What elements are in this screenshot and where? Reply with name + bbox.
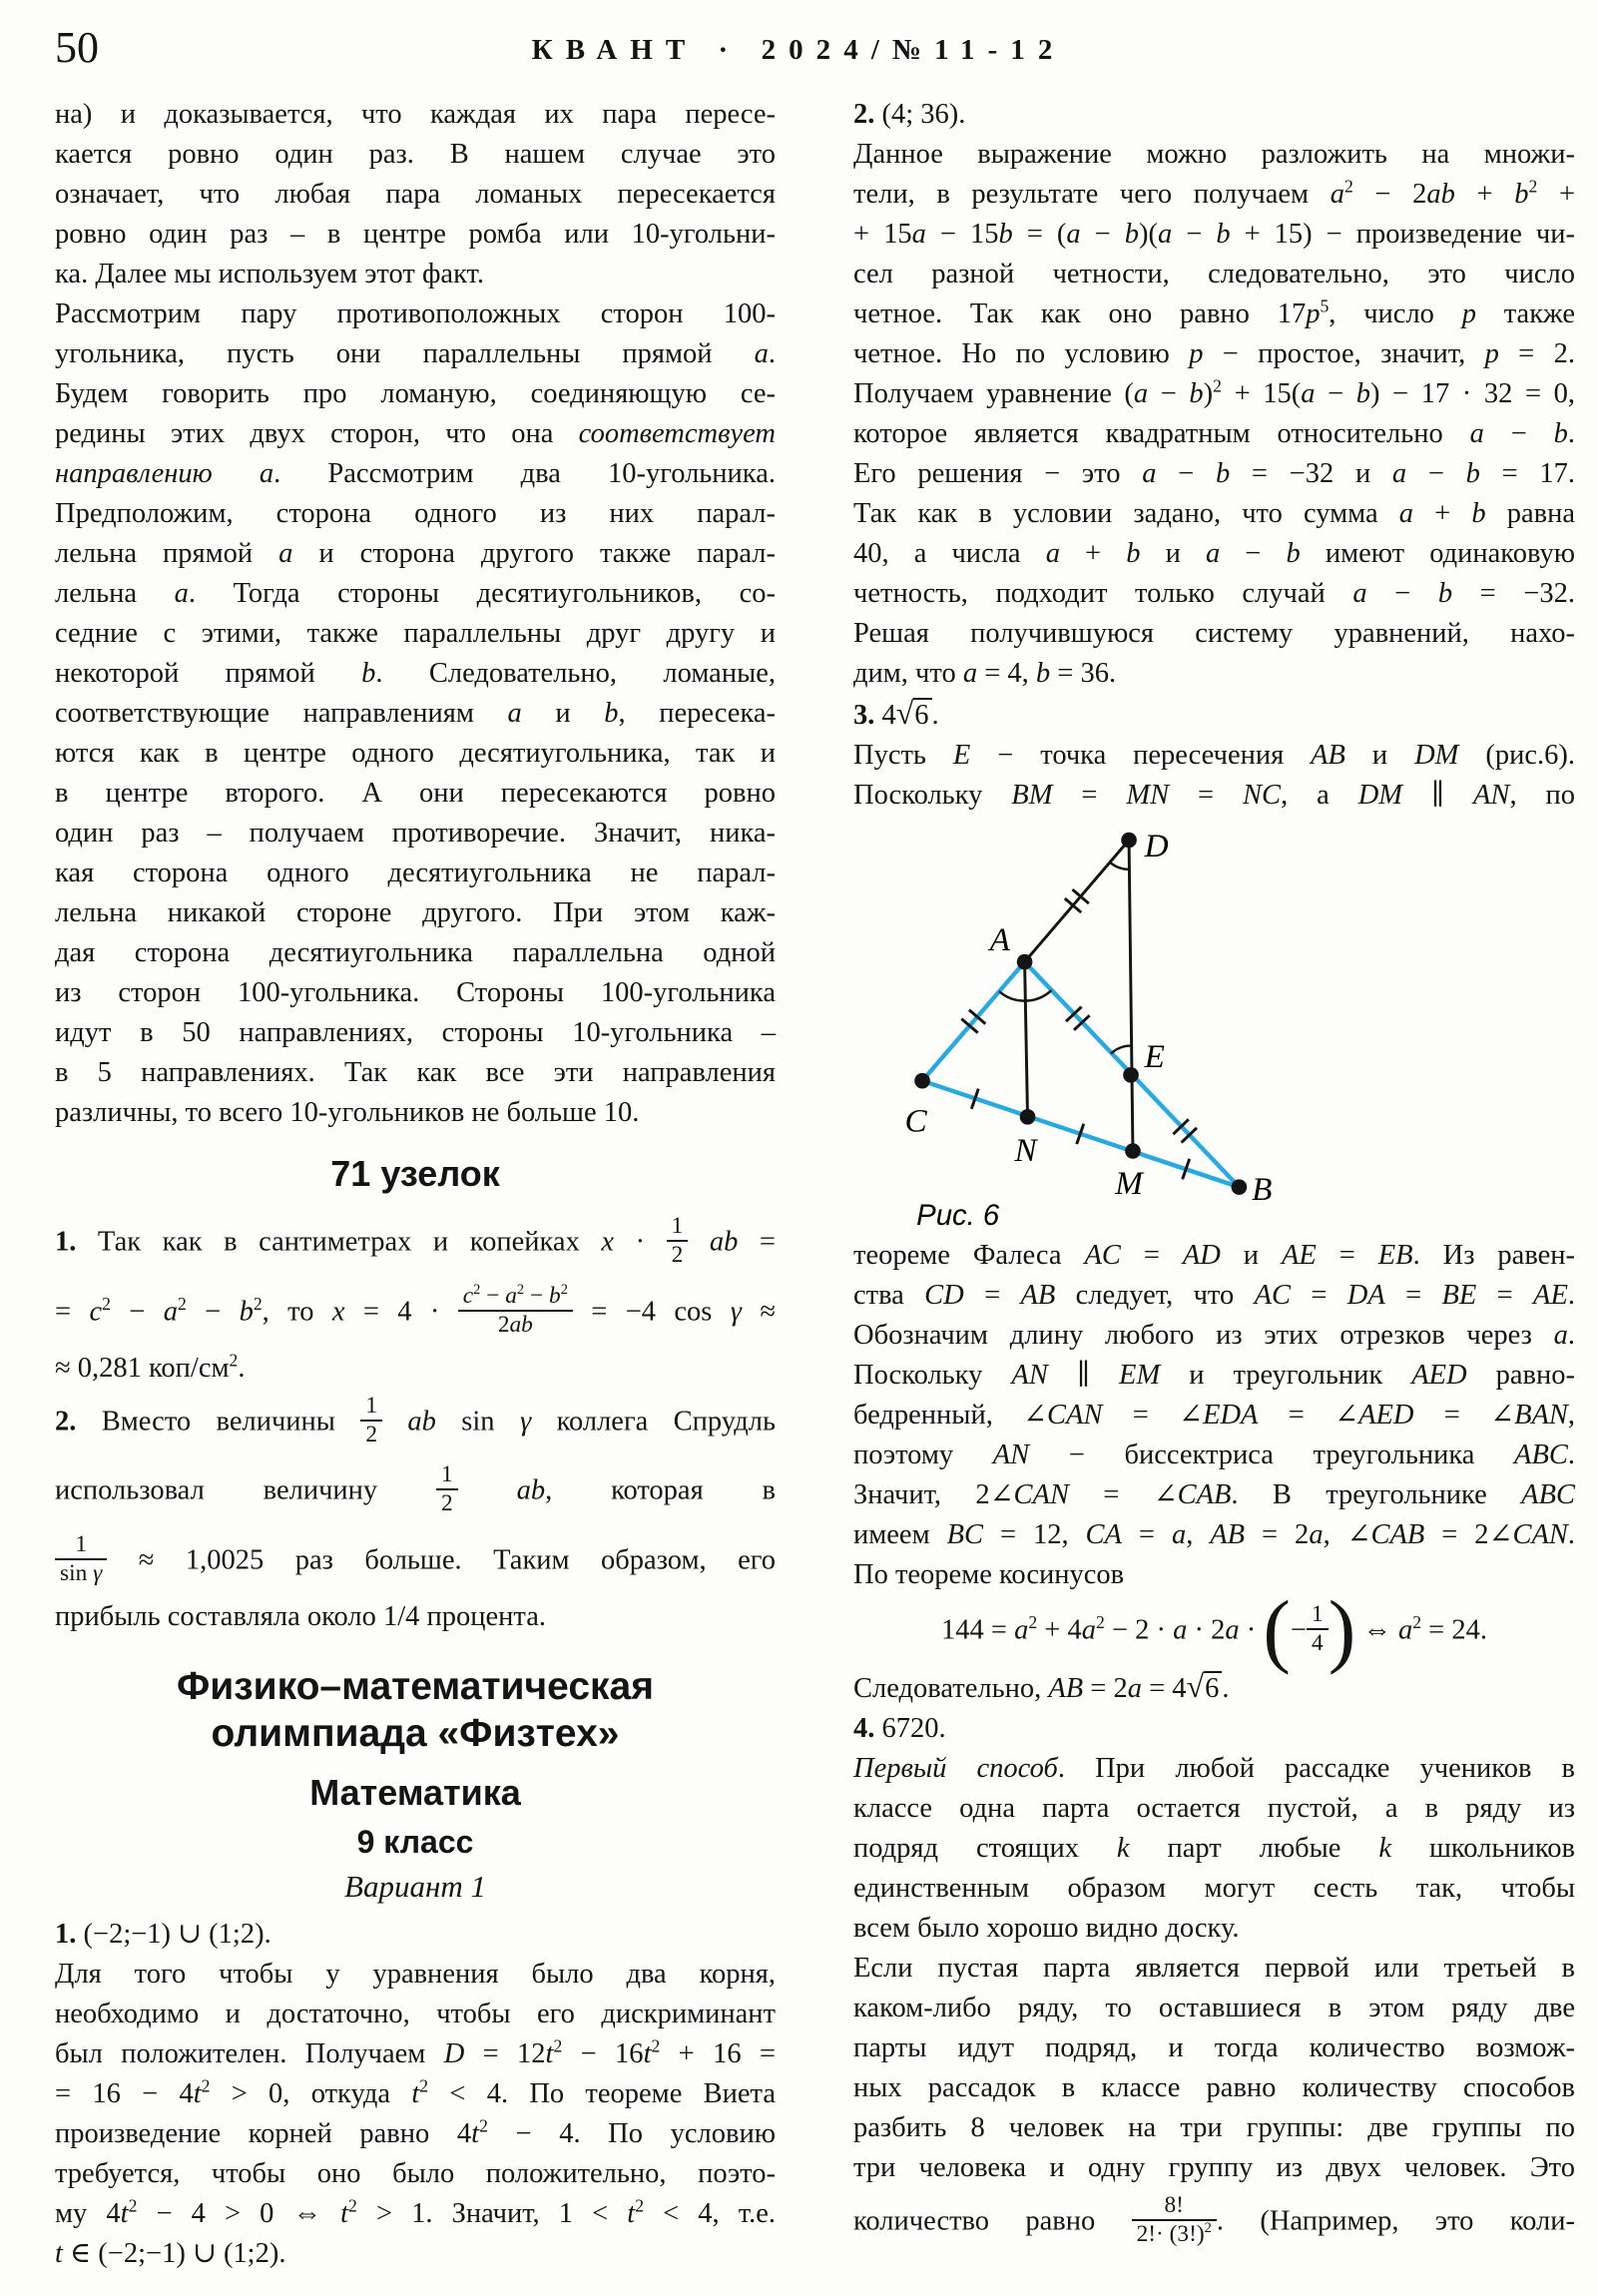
text-line: Будем говорить про ломаную, соединяющую се- <box>55 378 776 409</box>
segment-CA <box>922 962 1025 1081</box>
text-line: необходимо и достаточно, чтобы его дискриминант <box>55 1998 776 2029</box>
text-line: Рассмотрим пару противоположных сторон 100- <box>55 298 776 329</box>
text-line: Если пустая парта является первой или третьей в <box>853 1952 1575 1984</box>
text-line: подряд стоящих k парт любые k школьников <box>853 1832 1575 1864</box>
text-line: парты идут подряд, и тогда количество возмож- <box>853 2031 1575 2063</box>
point-A <box>1017 954 1033 970</box>
fiztex-title-line1: Физико–математическая <box>176 1664 655 1708</box>
angle-arc-D <box>1110 862 1129 869</box>
left-column <box>55 95 776 2274</box>
section-heading-uzelok: 71 узелок <box>330 1153 500 1194</box>
text-line: четность, подходит только случай a − b = −32. <box>853 578 1575 609</box>
text-line: редины этих двух сторон, что она соответствует <box>55 418 776 449</box>
text-line: прибыль составляла около 1/4 процента. <box>55 1600 547 1632</box>
text-line: ных рассадок в классе равно количеству способов <box>853 2071 1575 2103</box>
text-line: произведение корней равно $4t^2 - 4$. По условию <box>55 2115 776 2149</box>
fiztex-title-line2: олимпиада «Физтех» <box>211 1712 620 1756</box>
text-line: различны, то всего 10-угольников не больше 10. <box>55 1097 640 1128</box>
text-line: угольника, пусть они параллельны прямой a. <box>55 338 776 369</box>
point-D <box>1121 833 1137 849</box>
text-line: Так как в условии задано, что сумма a + b равна <box>853 498 1575 529</box>
text-line: ются как в центре одного десятиугольника, так и <box>55 738 776 769</box>
solution-text-block <box>55 95 776 1133</box>
text-line: 1. (−2;−1) ∪ (1;2). <box>55 1918 271 1950</box>
text-line: Пусть E − точка пересечения AB и DM (рис.6). <box>853 740 1575 771</box>
text-line: 2. Вместо величины $\frac{1}{2}$ ab sin γ коллега Спрудль <box>55 1392 776 1447</box>
point-B <box>1232 1179 1248 1195</box>
text-line: 4. 6720. <box>853 1712 946 1744</box>
text-line: всем было хорошо видно доску. <box>853 1912 1240 1944</box>
figure-caption: Рис. 6 <box>916 1199 1000 1233</box>
text-line: лельна прямой a и сторона другого также парал- <box>55 538 776 569</box>
text-line: соответствующие направлениям a и b, пересека- <box>55 698 776 729</box>
variant-heading: Вариант 1 <box>344 1868 486 1904</box>
text-line: единственным образом могут сесть так, чтобы <box>853 1872 1575 1904</box>
text-line: 40, а числа a + b и a − b имеют одинаковую <box>853 538 1575 569</box>
text-line: дим, что a = 4, b = 36. <box>853 658 1117 689</box>
task-2-3-solution <box>853 95 1575 816</box>
text-line: один раз – получаем противоречие. Значит, ника- <box>55 818 776 849</box>
task-1-solution <box>55 1915 776 2274</box>
text-line: Следовательно, AB = 2a = 4√6 . <box>853 1668 1230 1704</box>
text-line: некоторой прямой b. Следовательно, ломаные, <box>55 658 777 689</box>
point-C <box>914 1073 930 1089</box>
text-line: = $16 - 4t^2 > 0$, откуда $t^2 < 4$. По теореме Виета <box>55 2075 776 2109</box>
text-line: $\frac{1}{\text{sin γ}}$ ≈ 1,0025 раз больше. Таким образом, его <box>55 1527 776 1597</box>
text-line: теореме Фалеса AC = AD и AE = EB. Из равен- <box>853 1240 1575 1271</box>
label-N: N <box>1014 1131 1037 1169</box>
text-line: каком-либо ряду, то оставшиеся в этом ряду две <box>853 1992 1575 2023</box>
text-line: идут в 50 направлениях, стороны 10-угольника – <box>55 1017 776 1048</box>
text-line: дая сторона десятиугольника параллельна одной <box>55 937 776 968</box>
text-line: был положителен. Получаем $D = 12t^2 - 16t^2 + 16$ = <box>55 2035 776 2069</box>
text-line: направлению a. Рассмотрим два 10-угольника. <box>55 458 776 489</box>
text-line: количество равно $\frac{8!}{2!\cdot (3!)^2}$ . (Например, это коли- <box>853 2191 1575 2247</box>
page-number: 50 <box>55 23 99 72</box>
text-line: = $c^2 - a^2 - b^2$, то x = 4 · $\frac{c^2 - a^2 - b^2}{2ab}$ = −4 cos γ ≈ <box>55 1282 776 1338</box>
text-line: Получаем уравнение $(a - b)^2 + 15(a - b) - 17 \cdot 32 = 0$, <box>853 375 1575 409</box>
text-line: Для того чтобы у уравнения было два корня, <box>55 1958 776 1990</box>
text-line: 3. 4√6 . <box>853 696 939 731</box>
text-line: в центре второго. А они пересекаются ровно <box>55 778 776 809</box>
text-line: Обозначим длину любого из этих отрезков через a. <box>853 1320 1575 1351</box>
grade-heading: 9 класс <box>356 1823 474 1860</box>
text-line: лельна никакой стороне другого. При этом каж- <box>55 897 776 928</box>
text-line: ровно один раз – в центре ромба или 10-угольни- <box>55 219 776 250</box>
point-M <box>1125 1143 1141 1159</box>
text-line: означает, что любая пара ломаных пересекается <box>55 179 776 210</box>
text-line: на) и доказывается, что каждая их пара пересе- <box>55 99 776 130</box>
text-line: 1. Так как в сантиметрах и копейках x · $\frac{1}{2}$ ab = <box>55 1213 776 1269</box>
text-line: тели, в результате чего получаем $a^2 - 2ab + b^2$ + <box>853 176 1576 210</box>
point-E <box>1123 1067 1139 1083</box>
text-line: из сторон 100-угольника. Стороны 100-угольника <box>55 977 776 1008</box>
angle-arc-A-left <box>999 991 1025 1000</box>
angle-arc-A-right <box>1025 990 1051 1001</box>
text-line: ка. Далее мы используем этот факт. <box>55 259 484 289</box>
section-heading-fiztex <box>55 1663 776 1758</box>
text-line: му $4t^2 - 4 > 0$ ⇔ $t^2 > 1$. Значит, $1 < t^2 < 4$, т.е. <box>55 2195 776 2229</box>
task-4-solution <box>853 1667 1575 2258</box>
text-line: 2. (4; 36). <box>853 99 966 130</box>
text-line: имеем BC = 12, CA = a, AB = 2a, ∠CAB = 2∠CAN. <box>853 1519 1576 1550</box>
text-line: t ∈ (−2;−1) ∪ (1;2). <box>55 2237 286 2269</box>
text-line: разбить 8 человек на три группы: две группы по <box>853 2111 1575 2143</box>
segment-DM <box>1129 841 1133 1151</box>
text-line: Решая получившуюся систему уравнений, нахо- <box>853 618 1575 649</box>
journal-title: КВАНТ · 2024/№11-12 <box>531 34 1066 66</box>
task-3-continuation <box>853 1236 1575 1595</box>
text-line: Поскольку AN ∥ EM и треугольник AED равно- <box>853 1360 1575 1391</box>
label-E: E <box>1144 1038 1165 1076</box>
angle-arc-E <box>1111 1046 1131 1054</box>
cosine-formula <box>853 1582 1575 1675</box>
label-M: M <box>1115 1164 1143 1202</box>
text-line: Предположим, сторона одного из них парал- <box>55 498 776 529</box>
text-line: Данное выражение можно разложить на множи- <box>853 139 1575 170</box>
text-line: Поскольку BM = MN = NC, а DM ∥ AN, по <box>853 780 1575 811</box>
text-line: использовал величину $\frac{1}{2}$ ab, которая в <box>55 1461 777 1517</box>
label-D: D <box>1144 828 1169 865</box>
text-line: + 15a − 15b = (a − b)(a − b + 15) − произведение чи- <box>853 219 1576 250</box>
text-line: кается ровно один раз. В нашем случае это <box>55 139 776 170</box>
text-line: ≈ 0,281 коп/$см^2$. <box>55 1350 246 1384</box>
text-line: бедренный, ∠CAN = ∠EDA = ∠AED = ∠BAN, <box>853 1400 1576 1431</box>
label-A: A <box>989 920 1010 958</box>
text-line: Первый способ. При любой рассадке учеников в <box>853 1752 1576 1784</box>
right-column <box>853 95 1575 2258</box>
uzelok-item-1 <box>55 1209 776 1389</box>
text-line: кая сторона одного десятиугольника не парал- <box>55 858 776 888</box>
text-line: требуется, чтобы оно было положительно, поэто- <box>55 2157 776 2189</box>
text-line: Его решения − это a − b = −32 и a − b = 17. <box>853 458 1575 489</box>
text-line: $144 = a^2 + 4a^2 - 2 \cdot a \cdot 2a$ · (− $\frac{1}{4}$ ) ⇔ $a^2 = 24$. <box>941 1582 1487 1675</box>
text-line: четное. Так как оно равно $17p^5$, число p также <box>853 295 1576 329</box>
text-line: Значит, 2∠CAN = ∠CAB. В треугольнике ABC <box>853 1479 1575 1510</box>
text-line: сел разной четности, следовательно, это число <box>853 259 1575 289</box>
text-line: По теореме косинусов <box>853 1559 1125 1590</box>
text-line: ства CD = AB следует, что AC = DA = BE = AE. <box>853 1280 1575 1311</box>
label-C: C <box>904 1102 927 1140</box>
text-line: поэтому AN − биссектриса треугольника ABC. <box>853 1439 1575 1470</box>
text-line: четное. Но по условию p − простое, значит, p = 2. <box>853 338 1575 369</box>
text-line: классе одна парта остается пустой, а в ряду из <box>853 1792 1575 1824</box>
text-line: в 5 направлениях. Так как все эти направления <box>55 1057 776 1088</box>
segment-AN <box>1025 962 1028 1117</box>
figure-6 <box>851 820 1577 1234</box>
text-line: лельна a. Тогда стороны десятиугольников, со- <box>55 578 776 609</box>
text-line: седние с этими, также параллельны друг другу и <box>55 618 776 649</box>
uzelok-item-2 <box>55 1389 776 1637</box>
text-line: которое является квадратным относительно a − b. <box>853 418 1575 449</box>
text-line: три человека и одну группу из двух человек. Это <box>853 2151 1575 2183</box>
point-N <box>1020 1109 1036 1125</box>
segment-DA <box>1025 841 1129 962</box>
label-B: B <box>1252 1170 1273 1208</box>
subject-heading: Математика <box>309 1771 521 1813</box>
